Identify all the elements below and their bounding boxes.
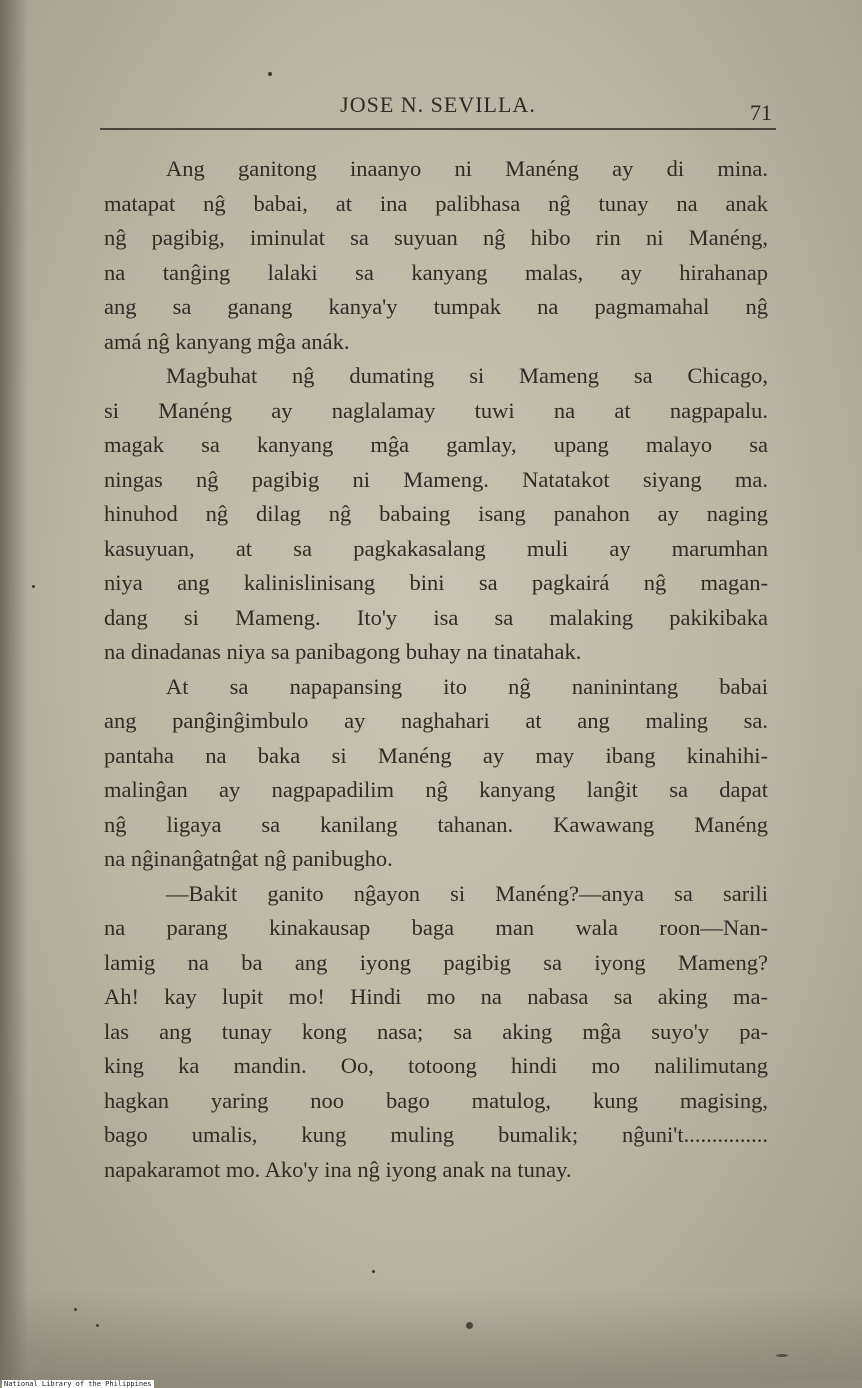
paper-speck <box>776 1354 788 1357</box>
paragraph <box>104 152 768 359</box>
text-line: lamig na ba ang iyong pagibig sa iyong Mameng? <box>104 949 768 975</box>
text-line: na dinadanas niya sa panibagong buhay na tinatahak. <box>104 639 582 664</box>
text-line: dang si Mameng. Ito'y isa sa malaking pakikibaka <box>104 604 768 630</box>
text-line: amá nĝ kanyang mĝa anák. <box>104 328 350 354</box>
text-line: napakaramot mo. Ako'y ina nĝ iyong anak na tunay. <box>104 1156 572 1182</box>
running-head <box>100 92 776 130</box>
text-line: matapat nĝ babai, at ina palibhasa nĝ tunay na anak <box>104 190 768 216</box>
text-line: ang sa ganang kanya'y tumpak na pagmamahal nĝ <box>104 294 768 319</box>
text-line: Ah! kay lupit mo! Hindi mo na nabasa sa aking ma- <box>104 984 768 1009</box>
text-line: nĝ ligaya sa kanilang tahanan. Kawawang Manéng <box>104 811 768 837</box>
page-number: 71 <box>750 100 772 125</box>
body-text <box>104 152 768 1187</box>
text-line: At sa napapansing ito nĝ naninintang babai <box>166 673 768 699</box>
text-line: na tanĝing lalaki sa kanyang malas, ay hirahanap <box>104 259 768 285</box>
paper-speck <box>74 1308 77 1311</box>
paper-speck <box>32 585 35 588</box>
footer-credit: National Library of the Philippines <box>4 1380 152 1388</box>
text-line: si Manéng ay naglalamay tuwi na at nagpapalu. <box>104 397 768 423</box>
text-line: hagkan yaring noo bago matulog, kung magising, <box>104 1087 768 1113</box>
text-line: magak sa kanyang mĝa gamlay, upang malayo sa <box>104 432 768 457</box>
text-line: na nĝinanĝatnĝat nĝ panibugho. <box>104 846 393 871</box>
text-line: bago umalis, kung muling bumalik; nĝuni't............... <box>104 1122 768 1147</box>
paper-speck <box>96 1324 99 1327</box>
paragraph <box>104 877 768 1188</box>
text-line: Ang ganitong inaanyo ni Manéng ay di mina. <box>166 156 768 181</box>
text-line: —Bakit ganito nĝayon si Manéng?—anya sa sarili <box>166 880 768 906</box>
paragraph <box>104 670 768 877</box>
text-line: na parang kinakausap baga man wala roon—Nan- <box>104 915 768 940</box>
text-line: las ang tunay kong nasa; sa aking mĝa suyo'y pa- <box>104 1018 768 1044</box>
paper-speck <box>466 1322 473 1329</box>
text-line: niya ang kalinislinisang bini sa pagkairá nĝ magan- <box>104 570 768 595</box>
text-line: pantaha na baka si Manéng ay may ibang kinahihi- <box>104 742 768 768</box>
paper-speck <box>268 72 272 76</box>
text-line: kasuyuan, at sa pagkakasalang muli ay marumhan <box>104 535 768 561</box>
text-line: malinĝan ay nagpapadilim nĝ kanyang lanĝit sa dapat <box>104 777 768 802</box>
text-line: ningas nĝ pagibig ni Mameng. Natatakot siyang ma. <box>104 466 768 492</box>
text-line: Magbuhat nĝ dumating si Mameng sa Chicago, <box>166 363 768 388</box>
text-line: nĝ pagibig, iminulat sa suyuan nĝ hibo rin ni Manéng, <box>104 225 768 250</box>
paper-speck <box>372 1270 375 1273</box>
text-line: hinuhod nĝ dilag nĝ babaing isang panahon ay naging <box>104 501 768 526</box>
paragraph <box>104 359 768 670</box>
text-line: ang panĝinĝimbulo ay naghahari at ang maling sa. <box>104 708 768 733</box>
text-line: king ka mandin. Oo, totoong hindi mo nalilimutang <box>104 1053 768 1078</box>
running-title: JOSE N. SEVILLA. <box>340 92 536 117</box>
